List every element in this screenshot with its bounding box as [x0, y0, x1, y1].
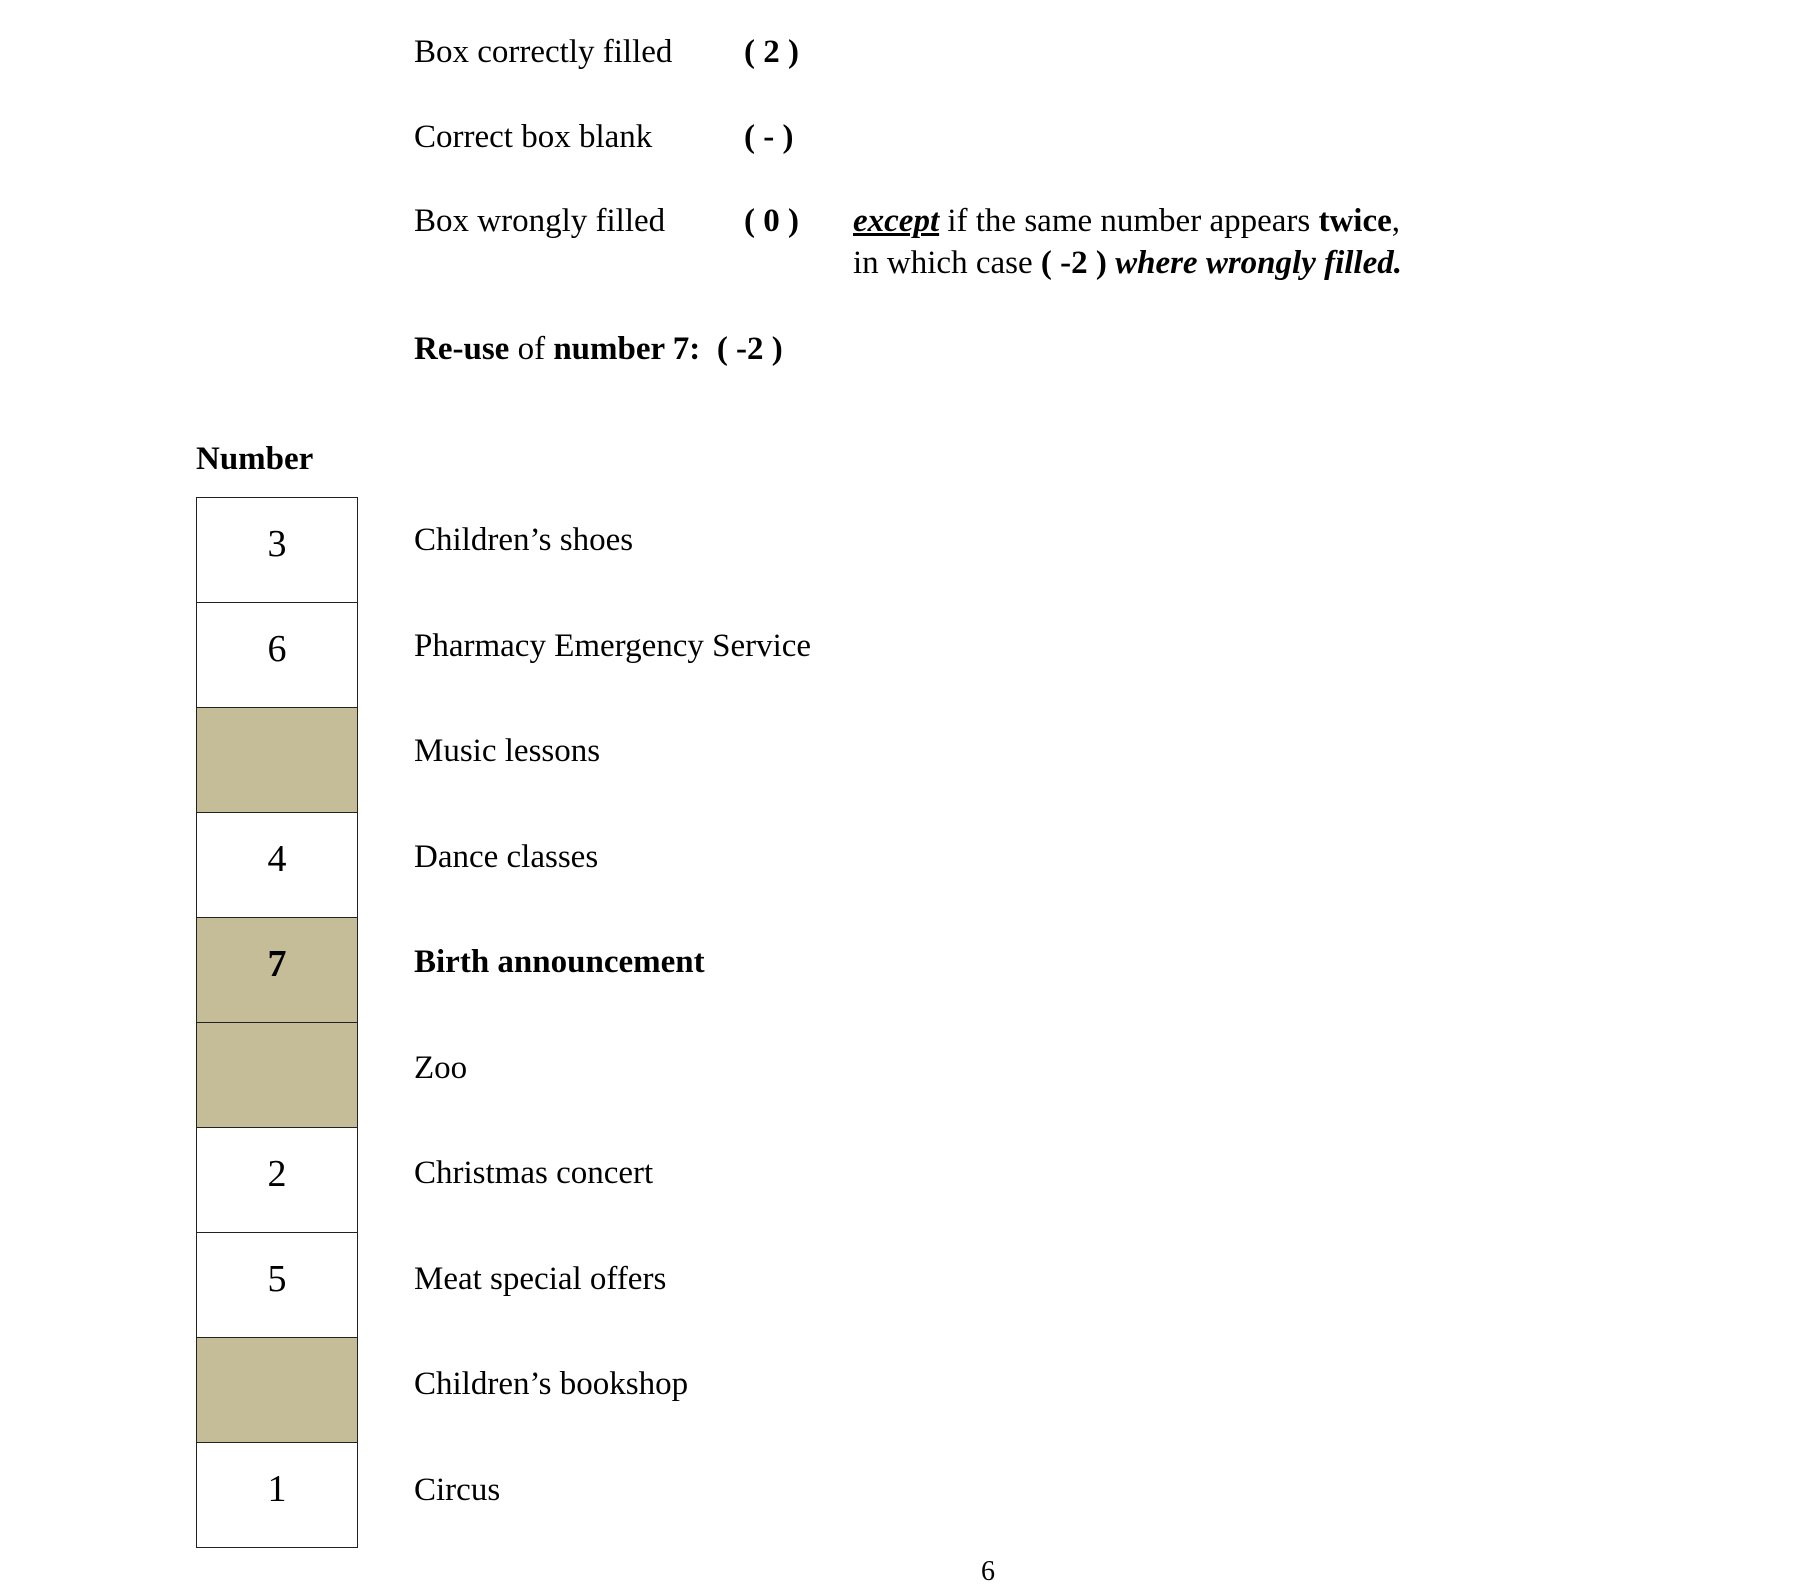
number-value: 7	[267, 943, 287, 985]
item-label: Pharmacy Emergency Service	[414, 627, 812, 664]
number-column	[196, 497, 358, 1548]
number-box	[196, 498, 358, 603]
number-box	[196, 918, 358, 1023]
number-value: 1	[267, 1468, 287, 1510]
note2-score: ( -2 )	[1040, 245, 1107, 281]
score-wrong-note-2	[853, 247, 1402, 280]
number-box	[196, 1128, 358, 1233]
item-label: Christmas concert	[414, 1155, 654, 1191]
number-value: 3	[267, 523, 287, 565]
score-blank-label: Correct box blank	[414, 119, 653, 155]
item-label: Zoo	[414, 1049, 468, 1086]
number-box	[196, 1338, 358, 1443]
comma: ,	[1391, 203, 1401, 239]
number-box	[196, 708, 358, 813]
note2-text: in which case	[853, 245, 1041, 281]
score-wrong-note	[853, 205, 1400, 238]
number-box	[196, 813, 358, 918]
note2-end: where wrongly filled.	[1106, 245, 1402, 281]
score-wrong-label: Box wrongly filled	[414, 203, 666, 239]
reuse-score: ( -2 )	[716, 331, 783, 367]
item-label: Children’s shoes	[414, 522, 634, 558]
number-value: 6	[267, 628, 287, 670]
item-label: Birth announcement	[414, 944, 705, 980]
reuse-text: Re-use	[414, 331, 510, 367]
item-label: Music lessons	[414, 733, 601, 769]
item-label: Dance classes	[414, 838, 599, 875]
of-text: of	[509, 331, 554, 367]
number-box	[196, 1233, 358, 1338]
page-number: 6	[981, 1556, 995, 1587]
number-box	[196, 1023, 358, 1128]
item-label: Children’s bookshop	[414, 1366, 689, 1402]
score-correct-label: Box correctly filled	[414, 34, 673, 70]
number-value: 5	[267, 1258, 287, 1300]
number-header: Number	[196, 441, 314, 477]
item-label: Meat special offers	[414, 1260, 667, 1297]
note-text: if the same number appears	[939, 203, 1319, 239]
except-text: except	[853, 203, 940, 239]
twice-text: twice	[1318, 203, 1392, 239]
score-correct-value: ( 2 )	[744, 34, 799, 70]
number-box	[196, 1443, 358, 1548]
number-box	[196, 603, 358, 708]
number7-text: number 7:	[553, 331, 701, 367]
score-blank-value: ( - )	[744, 119, 794, 155]
number-value: 4	[267, 838, 287, 880]
number-value: 2	[267, 1153, 287, 1195]
item-label: Circus	[414, 1471, 501, 1508]
score-wrong-value: ( 0 )	[744, 203, 799, 239]
reuse-rule	[414, 333, 783, 366]
